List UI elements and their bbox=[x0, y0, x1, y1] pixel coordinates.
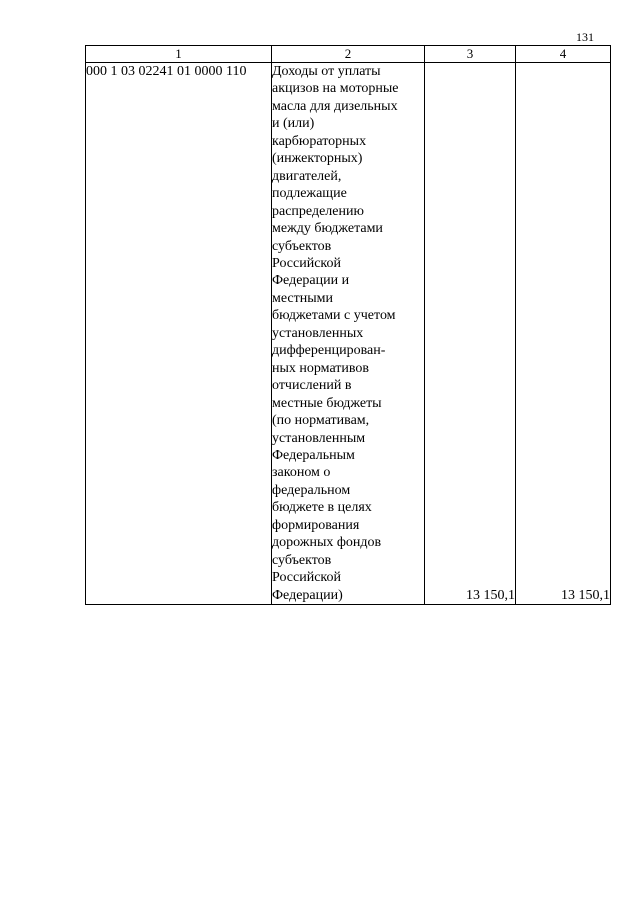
description-line: законом о bbox=[272, 465, 331, 481]
description-line: карбюраторных bbox=[272, 133, 367, 149]
description-line: ных нормативов bbox=[272, 360, 370, 376]
description-line: масла для дизельных bbox=[272, 98, 398, 114]
description-line: федеральном bbox=[272, 482, 351, 498]
budget-classification-code: 000 1 03 02241 01 0000 110 bbox=[86, 63, 272, 605]
description-line: двигателей, bbox=[272, 168, 342, 184]
description-line: между бюджетами bbox=[272, 221, 383, 237]
description-line: установленных bbox=[272, 325, 364, 341]
description-line: формирования bbox=[272, 517, 360, 533]
description-line: отчислений в bbox=[272, 378, 352, 394]
description-line: субъектов bbox=[272, 238, 332, 254]
header-row bbox=[86, 46, 611, 63]
description-line: бюджетами с учетом bbox=[272, 308, 396, 324]
amount-column-4: 13 150,1 bbox=[516, 63, 611, 605]
description-line: местные бюджеты bbox=[272, 395, 382, 411]
description-line: местными bbox=[272, 290, 334, 306]
description-line: Российской bbox=[272, 255, 341, 271]
budget-table bbox=[85, 45, 611, 605]
description-line: (по нормативам, bbox=[272, 413, 370, 429]
description-line: Федерации и bbox=[272, 273, 350, 289]
column-header-4: 4 bbox=[516, 46, 611, 63]
description-line: дифференцирован- bbox=[272, 343, 386, 359]
income-description bbox=[272, 63, 425, 605]
description-line: Доходы от уплаты bbox=[272, 64, 381, 79]
description-line: бюджете в целях bbox=[272, 500, 372, 516]
table-row bbox=[86, 63, 611, 605]
description-line: подлежащие bbox=[272, 186, 347, 202]
description-line: Федеральным bbox=[272, 447, 355, 463]
description-line: дорожных фондов bbox=[272, 535, 382, 551]
description-line: Федерации) bbox=[272, 587, 343, 603]
description-line: (инжекторных) bbox=[272, 151, 363, 167]
description-line: и (или) bbox=[272, 116, 315, 132]
description-line: акцизов на моторные bbox=[272, 81, 399, 97]
amount-column-3: 13 150,1 bbox=[425, 63, 516, 605]
column-header-2: 2 bbox=[272, 46, 425, 63]
description-line: Российской bbox=[272, 570, 341, 586]
description-line: распределению bbox=[272, 203, 364, 219]
column-header-3: 3 bbox=[425, 46, 516, 63]
description-line: установленным bbox=[272, 430, 366, 446]
column-header-1: 1 bbox=[86, 46, 272, 63]
page-number: 131 bbox=[576, 30, 594, 44]
description-line: субъектов bbox=[272, 552, 332, 568]
